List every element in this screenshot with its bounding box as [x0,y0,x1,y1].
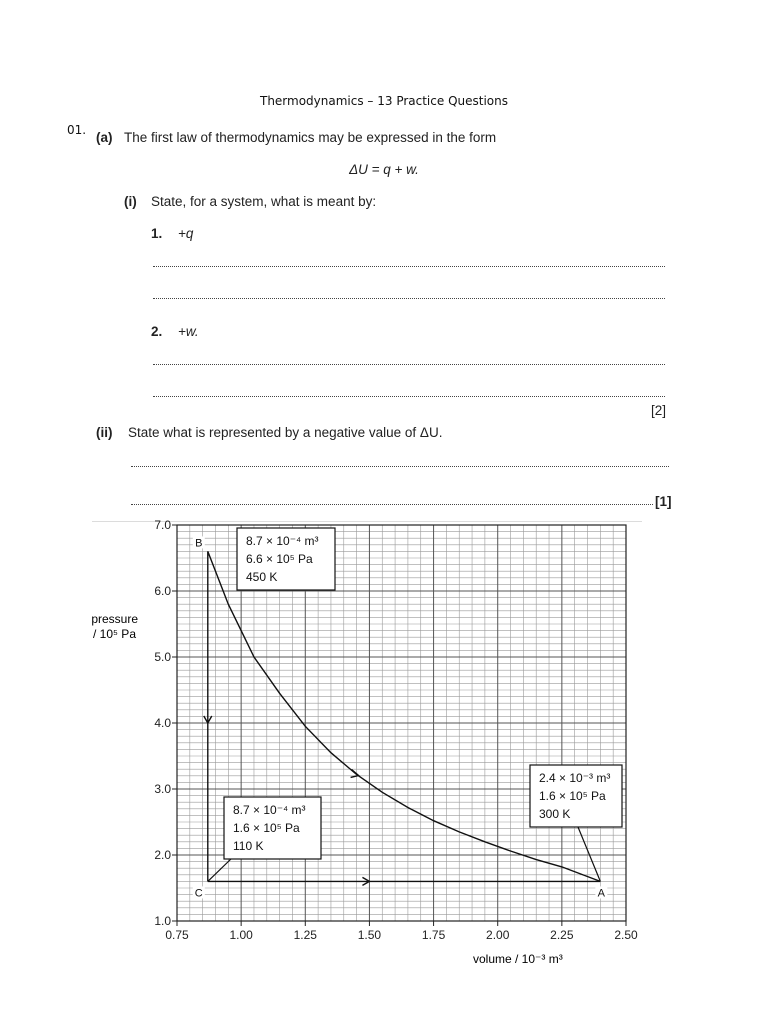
item-1-number: 1. [151,226,163,241]
annotation-box-b [237,528,335,590]
question-number: 01. [67,123,87,137]
part-a-intro: The first law of thermodynamics may be expressed in the form [124,130,497,145]
y-axis-unit: / 10⁵ Pa [92,627,136,641]
point-a-label: A [597,887,606,900]
y-tick-label: 3.0 [154,782,171,796]
annotation-box-b-line: 8.7 × 10⁻⁴ m³ [246,534,319,548]
page-title: Thermodynamics – 13 Practice Questions [259,94,508,108]
x-tick-label: 2.50 [614,928,638,942]
annotation-box-c [208,797,321,881]
annotation-box-b-line: 450 K [246,570,278,584]
part-i-label: (i) [124,194,137,209]
point-b-label: B [195,537,203,550]
y-tick-label: 7.0 [154,518,171,532]
y-tick-label: 6.0 [154,584,171,598]
y-tick-label: 5.0 [154,650,171,664]
item-2-number: 2. [151,324,163,339]
annotation-box-c-line: 1.6 × 10⁵ Pa [233,821,300,835]
part-ii-marks: [1] [655,494,672,509]
part-ii-label: (ii) [96,425,113,440]
annotation-box-b-line: 6.6 × 10⁵ Pa [246,552,313,566]
item-2-text: +w. [178,324,199,339]
annotation-box-a-line: 1.6 × 10⁵ Pa [539,789,606,803]
x-tick-label: 1.75 [421,928,446,942]
x-tick-label: 1.50 [357,928,382,942]
annotation-box-a-line: 300 K [539,807,571,821]
y-tick-label: 2.0 [154,848,171,862]
x-tick-label: 1.25 [293,928,317,942]
annotation-box-c-line: 8.7 × 10⁻⁴ m³ [233,803,306,817]
y-tick-label: 1.0 [154,914,171,928]
y-axis-label: pressure [91,612,138,626]
y-tick-label: 4.0 [154,716,171,730]
item-1-text: +q [178,226,194,241]
first-law-equation: ΔU = q + w. [349,162,419,177]
x-tick-label: 1.00 [229,928,253,942]
part-i-marks: [2] [651,403,667,418]
part-ii-text: State what is represented by a negative value of ΔU. [128,425,443,440]
annotation-box-c-line: 110 K [233,839,264,853]
point-c-label: C [194,887,203,900]
annotation-box-a-line: 2.4 × 10⁻³ m³ [539,771,611,785]
part-a-label: (a) [96,130,113,145]
part-i-text: State, for a system, what is meant by: [151,194,377,209]
x-tick-label: 2.25 [550,928,574,942]
x-axis-label: volume / 10⁻³ m³ [473,952,563,966]
x-tick-label: 2.00 [486,928,510,942]
x-tick-label: 0.75 [165,928,189,942]
annotation-box-a [530,765,622,881]
